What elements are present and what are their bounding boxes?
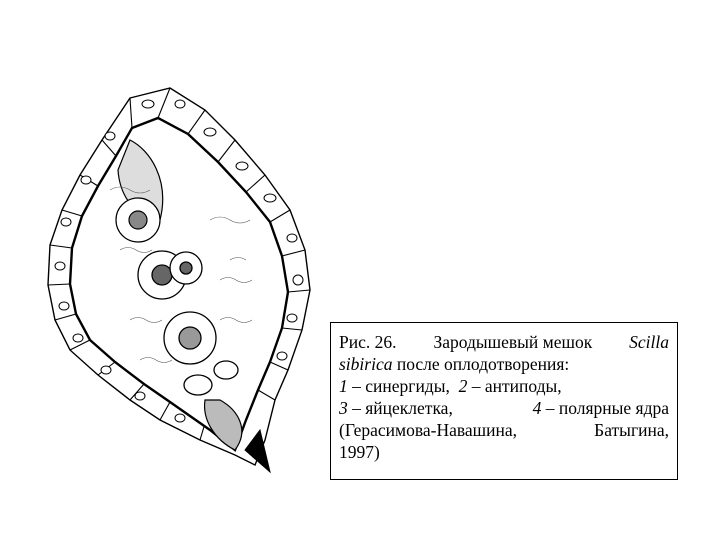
species-epithet: sibirica bbox=[339, 354, 393, 374]
caption-line-2 bbox=[339, 353, 669, 375]
antipodal-cells bbox=[116, 198, 160, 242]
figure-title-prefix: Зародышевый мешок bbox=[433, 332, 593, 352]
figure-label: Рис. 26. bbox=[339, 332, 397, 352]
species-genus: Scilla bbox=[629, 332, 669, 352]
figure-title-suffix: после оплодотворения: bbox=[396, 354, 570, 374]
legend-text-2: – антиподы, bbox=[471, 376, 562, 396]
legend-text-4: – полярные ядра bbox=[545, 398, 669, 418]
caption-line-1 bbox=[339, 331, 669, 353]
legend-text-1: – синергиды, bbox=[352, 376, 450, 396]
caption-line-5 bbox=[339, 419, 669, 441]
embryo-sac-drawing bbox=[20, 70, 350, 510]
legend-num-1: 1 bbox=[339, 376, 348, 396]
caption-line-3 bbox=[339, 375, 669, 397]
figure-caption bbox=[330, 322, 678, 480]
legend-num-2: 2 bbox=[458, 376, 468, 396]
legend-num-3: 3 bbox=[339, 398, 348, 418]
source-authors-2: Батыгина, bbox=[594, 420, 669, 440]
source-authors-1: (Герасимова-Навашина, bbox=[339, 420, 518, 440]
caption-line-6 bbox=[339, 441, 669, 463]
source-year: 1997) bbox=[339, 442, 380, 462]
legend-num-4: 4 bbox=[532, 398, 542, 418]
legend-text-3: – яйцеклетка, bbox=[352, 398, 453, 418]
caption-line-4 bbox=[339, 397, 669, 419]
